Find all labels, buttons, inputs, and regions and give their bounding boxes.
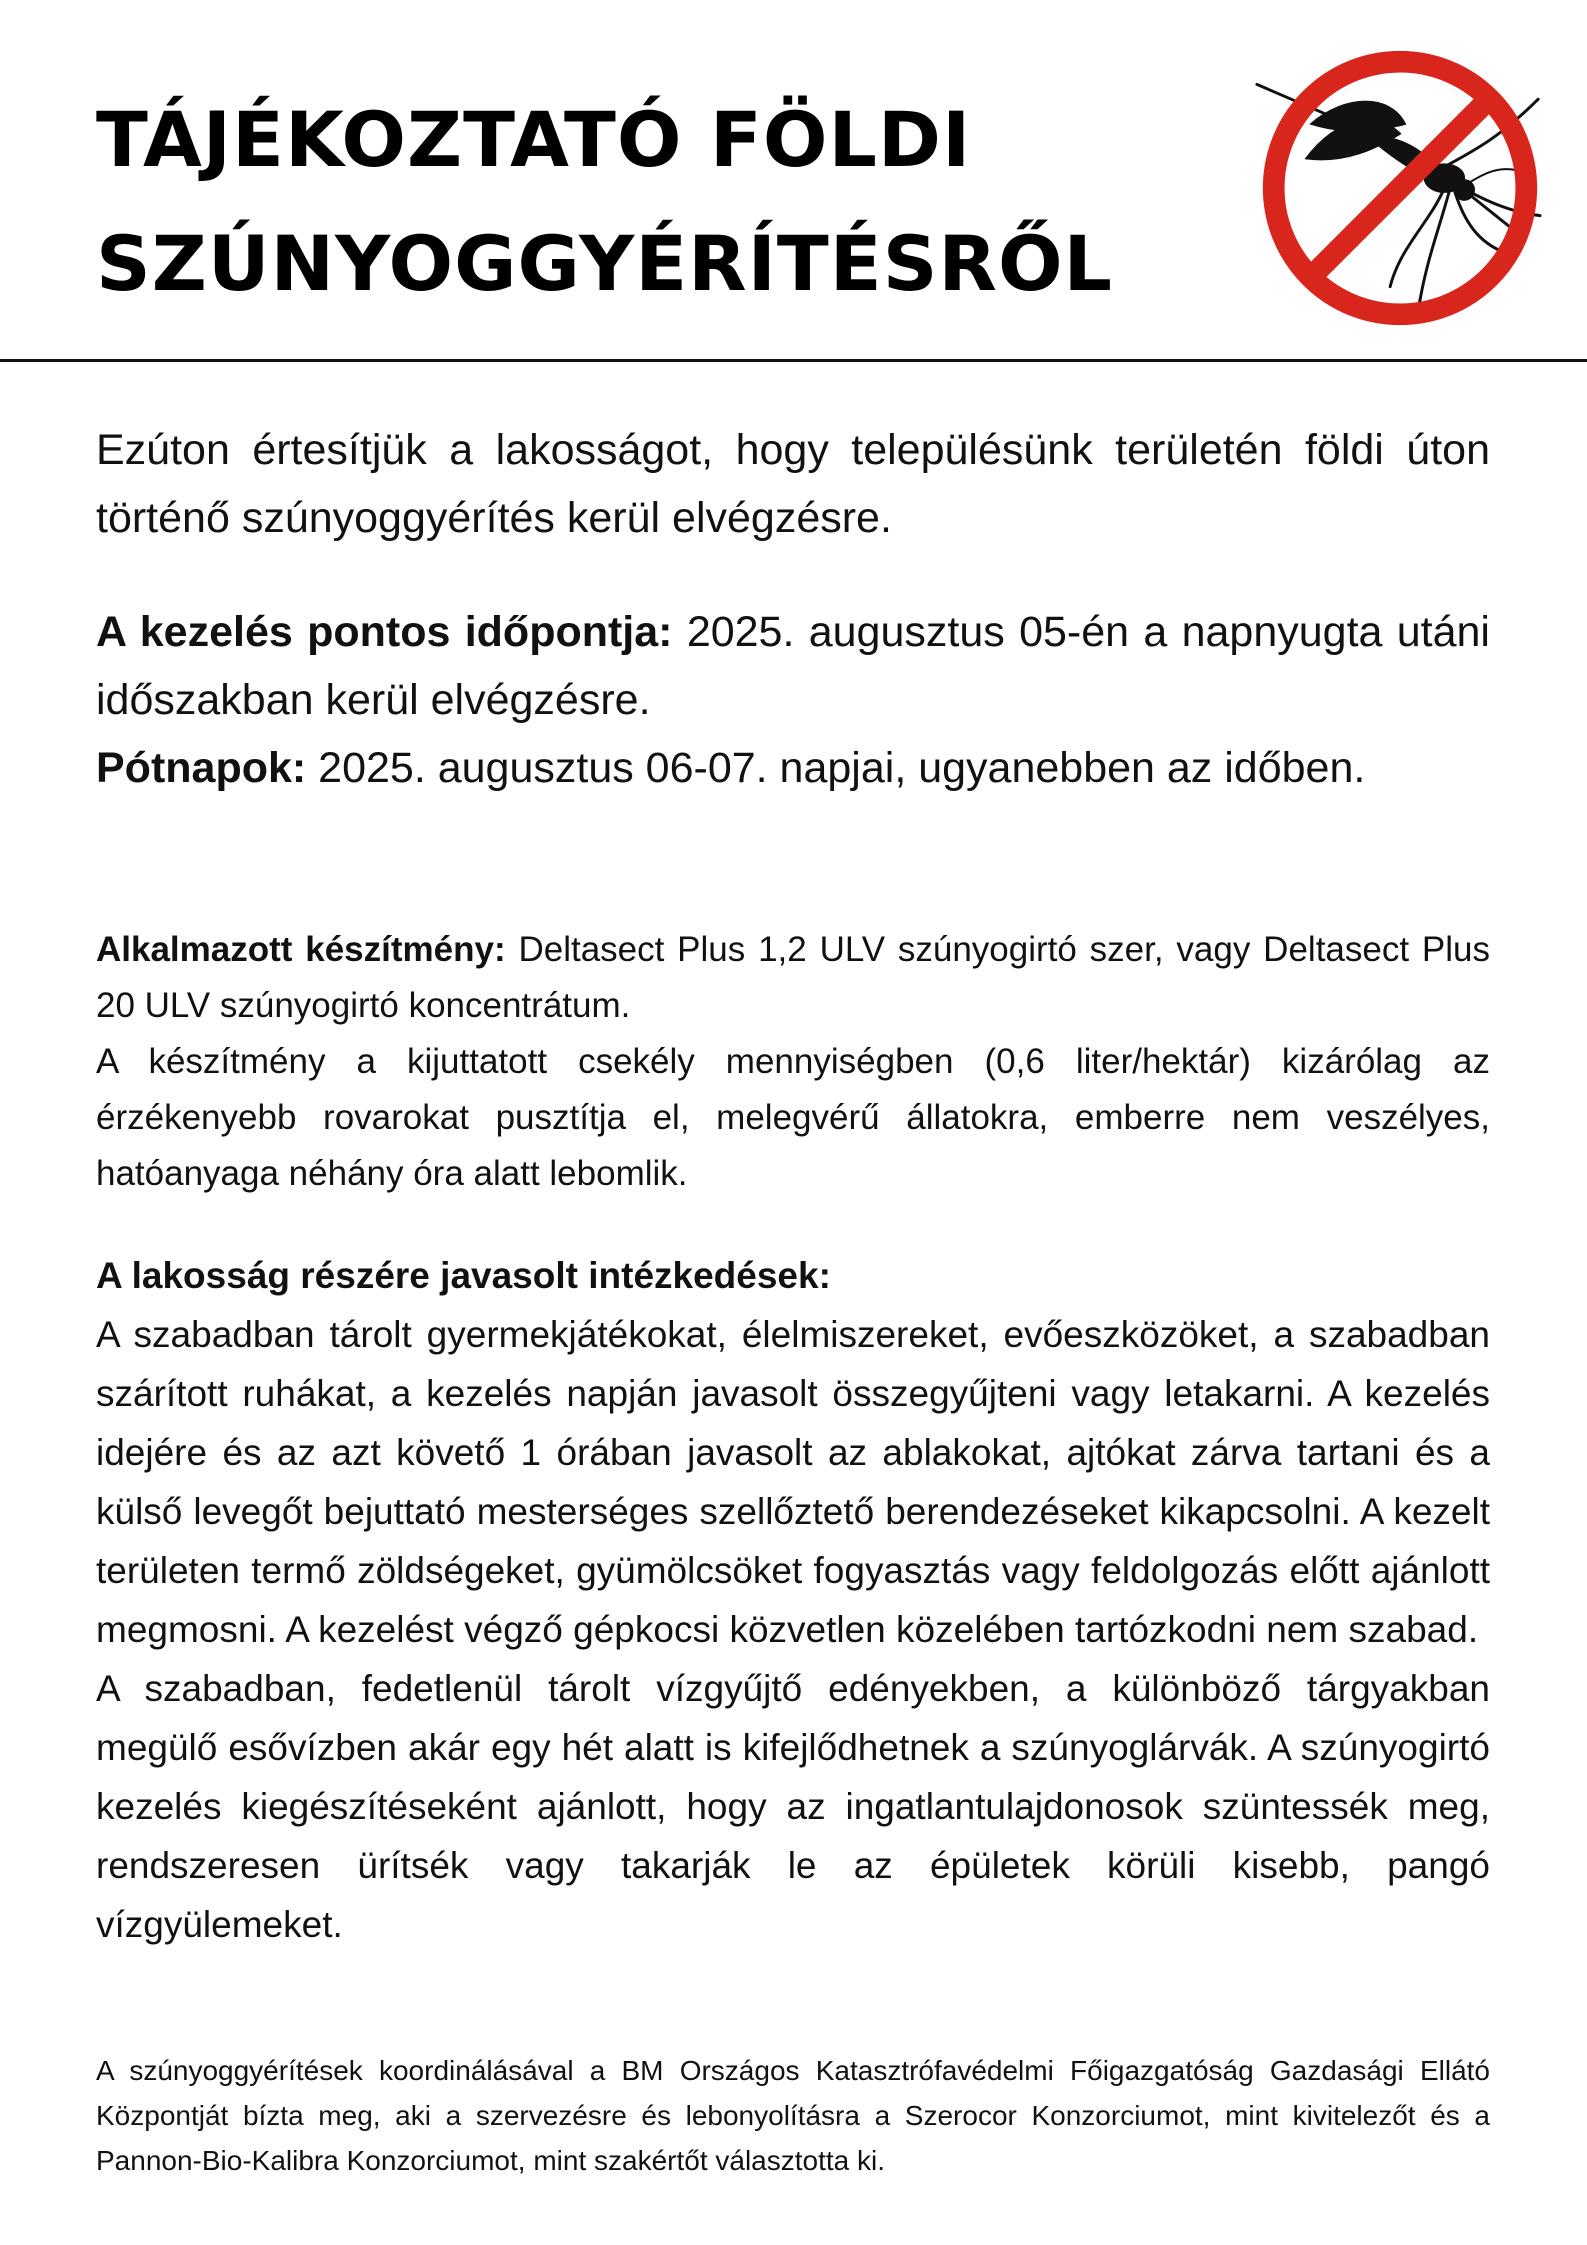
schedule-section <box>96 598 1490 802</box>
measures-section <box>96 1246 1490 1954</box>
backup-days-text: 2025. augusztus 06-07. napjai, ugyanebben az időben. <box>306 744 1366 792</box>
measures-heading <box>96 1246 1490 1305</box>
no-mosquito-icon <box>1252 40 1548 336</box>
page-title <box>96 78 1196 326</box>
product-label: Alkalmazott készítmény: <box>96 930 506 969</box>
product-description: A készítmény a kijuttatott csekély mennyiségben (0,6 liter/hektár) kizárólag az érzékenyebb rovarokat pusztítja el, melegvérű állatokra, emberre nem veszélyes, hatóanyaga néhány óra alatt lebomlik. <box>96 1042 1490 1193</box>
product-text: Deltasect Plus 1,2 ULV szúnyogirtó szer, vagy Deltasect Plus 20 ULV szúnyogirtó koncentrátum. <box>96 930 1490 1025</box>
title-line-2: SZÚNYOGGYÉRÍTÉSRŐL <box>96 219 1113 308</box>
footer-text: A szúnyoggyérítések koordinálásával a BM Országos Katasztrófavédelmi Főigazgatóság Gazdasági Ellátó Központját bízta meg, aki a szervezésre és lebonyolításra a Szerocor Konzorciumot, mint kivitelezőt és a Pannon-Bio-Kalibra Konzorciumot, mint szakértőt választotta ki. <box>96 2055 1490 2176</box>
header-divider <box>0 359 1587 362</box>
backup-days-label: Pótnapok: <box>96 744 307 792</box>
intro-text: Ezúton értesítjük a lakosságot, hogy településünk területén földi úton történő szúnyoggyérítés kerül elvégzésre. <box>96 426 1490 542</box>
treatment-time <box>96 598 1490 734</box>
measures-paragraph-1: A szabadban tárolt gyermekjátékokat, élelmiszereket, evőeszközöket, a szabadban szárított ruhákat, a kezelés napján javasolt összegyűjteni vagy letakarni. A kezelés idejére és az azt követő 1 órában javasolt az ablakokat, ajtókat zárva tartani és a külső levegőt bejuttató mesterséges szellőztető berendezéseket kikapcsolni. A kezelt területen termő zöldségeket, gyümölcsöket fogyasztás vagy feldolgozás előtt ajánlott megmosni. A kezelést végző gépkocsi közvetlen közelében tartózkodni nem szabad. <box>96 1314 1490 1650</box>
treatment-time-label: A kezelés pontos időpontja: <box>96 608 673 656</box>
product-section <box>96 922 1490 1202</box>
title-line-1: TÁJÉKOZTATÓ FÖLDI <box>96 95 972 184</box>
treatment-time-text: 2025. augusztus 05-én a napnyugta utáni időszakban kerül elvégzésre. <box>96 608 1490 724</box>
intro-paragraph <box>96 416 1490 552</box>
measures-heading-text: A lakosság részére javasolt intézkedések: <box>96 1255 831 1296</box>
footer-note <box>96 2048 1490 2183</box>
product-name <box>96 922 1490 1034</box>
measures-paragraph-2: A szabadban, fedetlenül tárolt vízgyűjtő edényekben, a különböző tárgyakban megülő esővízben akár egy hét alatt is kifejlődhetnek a szúnyoglárvák. A szúnyogirtó kezelés kiegészítéseként ajánlott, hogy az ingatlantulajdonosok szüntessék meg, rendszeresen ürítsék vagy takarják le az épületek körüli kisebb, pangó vízgyülemeket. <box>96 1668 1490 1945</box>
backup-days <box>96 734 1490 802</box>
